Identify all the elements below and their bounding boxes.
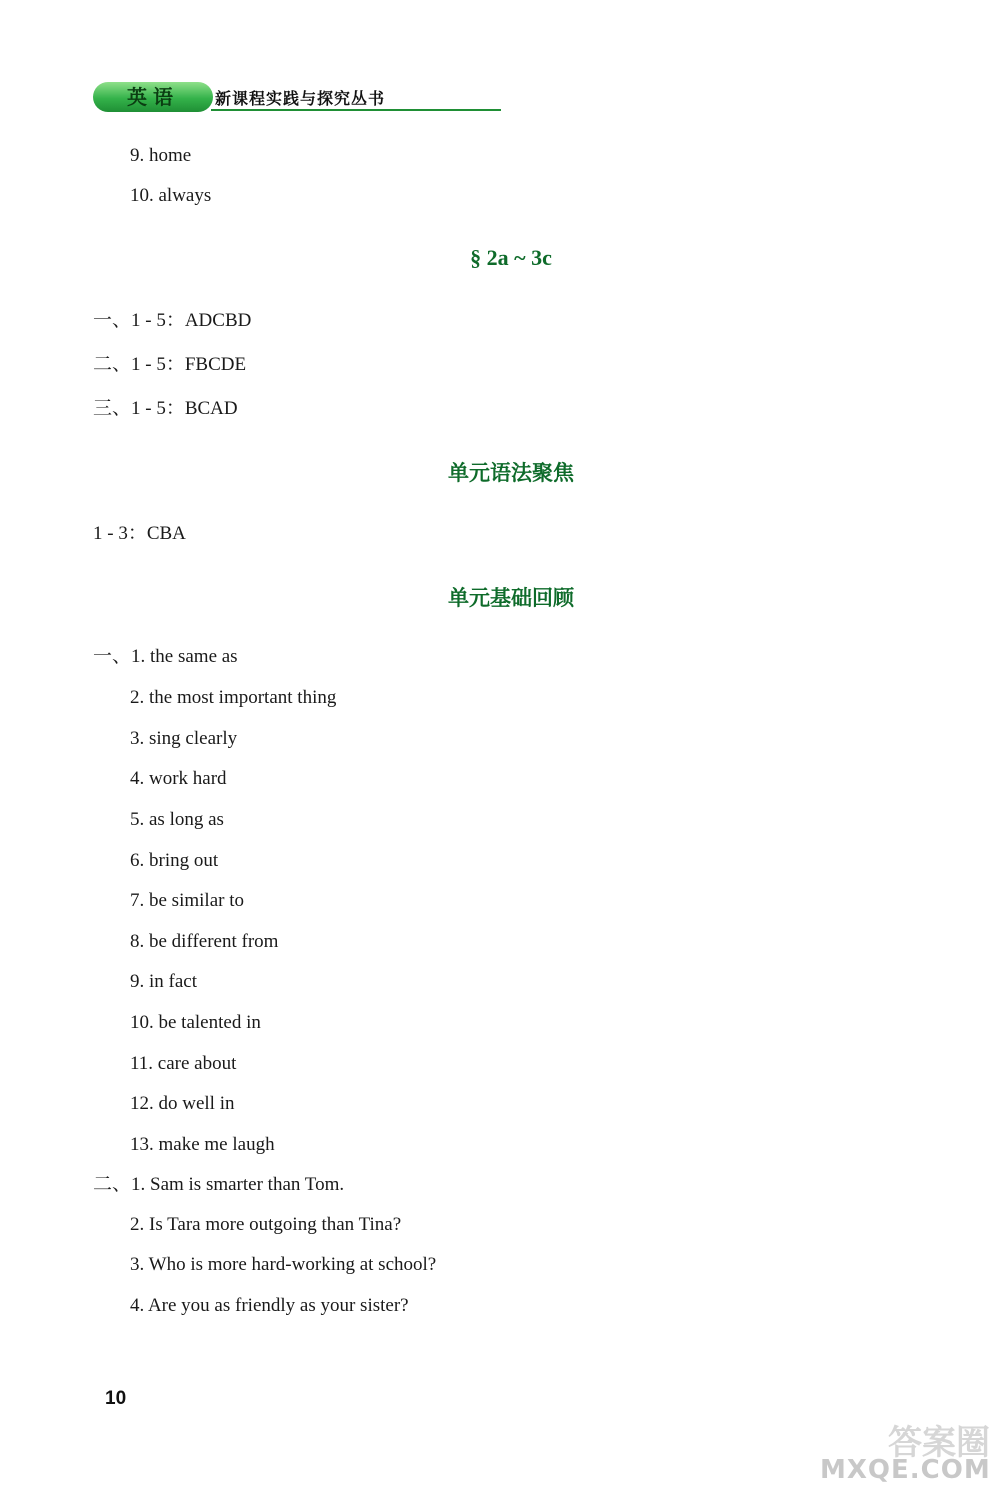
watermark — [820, 1415, 990, 1485]
section-heading: 单元语法聚焦 — [448, 461, 574, 485]
watermark-logo-text: 答案圈 — [888, 1423, 990, 1463]
series-title: 新课程实践与探究丛书 — [215, 89, 386, 108]
list-item: 二、1. Sam is smarter than Tom. — [93, 1174, 345, 1195]
list-item: 9. in fact — [130, 971, 198, 992]
page-header — [93, 82, 405, 114]
list-item: 5. as long as — [130, 809, 224, 830]
list-item: 7. be similar to — [130, 890, 244, 911]
header-rule — [211, 109, 501, 111]
list-item: 2. the most important thing — [130, 687, 337, 708]
page-number: 10 — [105, 1388, 127, 1409]
list-item: 2. Is Tara more outgoing than Tina? — [130, 1214, 402, 1235]
answer-line: 二、1 - 5：FBCDE — [93, 354, 247, 375]
section-heading: 单元基础回顾 — [448, 586, 574, 610]
answer-line: 三、1 - 5：BCAD — [93, 398, 238, 419]
list-item: 10. always — [130, 185, 212, 206]
answer-line: 1 - 3：CBA — [93, 523, 186, 544]
list-item: 8. be different from — [130, 931, 279, 952]
list-item: 10. be talented in — [130, 1012, 261, 1033]
list-item: 6. bring out — [130, 850, 219, 871]
list-item: 12. do well in — [130, 1093, 235, 1114]
list-item: 一、1. the same as — [93, 646, 238, 667]
list-item: 11. care about — [130, 1053, 237, 1074]
list-item: 13. make me laugh — [130, 1134, 275, 1155]
answer-line: 一、1 - 5：ADCBD — [93, 310, 252, 331]
list-item: 9. home — [130, 145, 192, 166]
list-item: 4. work hard — [130, 768, 227, 789]
list-item: 3. sing clearly — [130, 728, 238, 749]
list-item: 4. Are you as friendly as your sister? — [130, 1295, 409, 1316]
watermark-url: MXQE.COM — [820, 1455, 991, 1485]
section-heading: § 2a ~ 3c — [470, 245, 552, 270]
list-item: 3. Who is more hard-working at school? — [130, 1254, 437, 1275]
subject-label: 英语 — [127, 85, 179, 109]
